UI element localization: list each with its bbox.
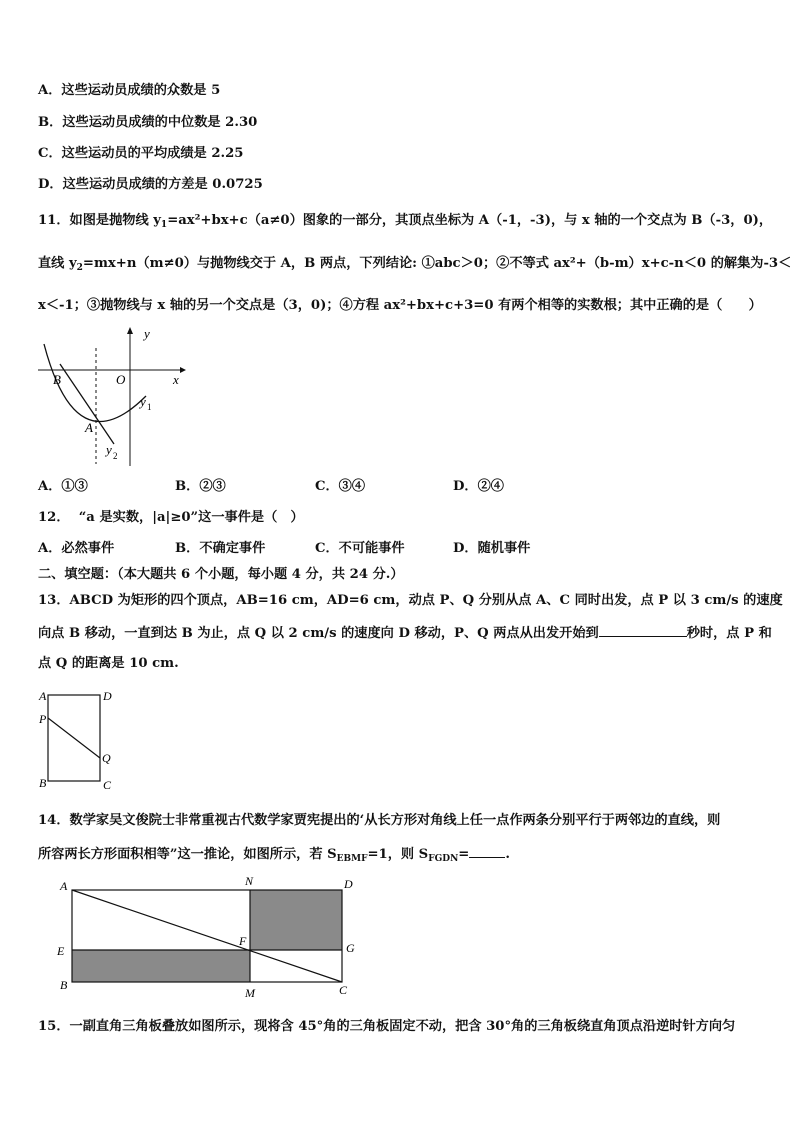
q12-option-d: D．随机事件: [453, 541, 531, 556]
q11-line-2: 直线 $y_2=mx+n(m\ne 0)$与抛物线交于 A，B 两点，下列结论: ①abc＞0；②不等式 ax²+（b-m）x+c-n＜0 的解集为-3＜: [38, 256, 792, 273]
q13-line-3: 点 Q 的距离是 10 cm.: [38, 656, 179, 671]
fig14-label-g: G: [346, 941, 355, 955]
q10-option-d: D．这些运动员成绩的方差是 0.0725: [38, 177, 263, 192]
graph-label-y: y: [144, 326, 150, 341]
fig14-label-b: B: [60, 978, 68, 992]
fig13-label-a: A: [39, 689, 47, 703]
fig14-label-c: C: [339, 983, 348, 997]
q14-line-2: 所容两长方形面积相等”这一推论，如图所示，若 $S_{EBMF}=1$，则 $S_{FGDN}=$ .: [38, 847, 510, 864]
graph-label-y2: y: [106, 442, 112, 457]
fig13-label-d: D: [103, 689, 112, 703]
fig13-label-b: B: [39, 776, 47, 790]
graph-label-y2-sub: 2: [113, 451, 118, 461]
section-heading-fill-in: 二、填空题：（本大题共 6 个小题，每小题 4 分，共 24 分.）: [38, 567, 404, 582]
graph-label-o: O: [116, 372, 126, 387]
q11-option-d: D．②④: [453, 479, 504, 494]
graph-label-b: B: [53, 372, 61, 387]
graph-label-x: x: [173, 372, 179, 387]
q12-option-a: A．必然事件: [38, 541, 115, 556]
fig14-label-d: D: [344, 877, 353, 891]
q10-option-c: C．这些运动员的平均成绩是 2.25: [38, 146, 244, 161]
q14-rectangle-figure: [52, 872, 364, 1002]
fig14-label-n: N: [245, 874, 254, 888]
q13-answer-blank[interactable]: [599, 624, 687, 637]
q10-option-b: B．这些运动员成绩的中位数是 2.30: [38, 115, 258, 130]
q11-parabola-graph: [36, 326, 186, 466]
fig13-label-p: P: [39, 712, 47, 726]
graph-label-y1: y: [140, 394, 146, 409]
fig14-label-a: A: [60, 879, 68, 893]
q10-option-a: A．这些运动员成绩的众数是 5: [38, 83, 221, 98]
graph-label-y1-sub: 1: [147, 402, 152, 412]
q13-rectangle-figure: [36, 686, 126, 794]
q12-option-b: B．不确定事件: [175, 541, 266, 556]
q12-stem: 12． “a 是实数，|a|≥0”这一事件是（ ）: [38, 510, 304, 525]
fig13-label-c: C: [103, 778, 112, 792]
fig13-label-q: Q: [102, 751, 111, 765]
fig14-label-e: E: [57, 944, 65, 958]
q12-option-c: C．不可能事件: [315, 541, 405, 556]
fig14-label-m: M: [245, 986, 255, 1000]
q15-line-1: 15．一副直角三角板叠放如图所示，现将含 45°角的三角板固定不动，把含 30°角的三角板绕直角顶点沿逆时针方向匀: [38, 1019, 736, 1034]
q13-line-2: 向点 B 移动，一直到达 B 为止，点 Q 以 2 cm/s 的速度向 D 移动，P、Q 两点从出发开始到 秒时，点 P 和: [38, 626, 772, 641]
q11-option-a: A．①③: [38, 479, 88, 494]
q11-option-b: B．②③: [175, 479, 226, 494]
q14-line-1: 14．数学家吴文俊院士非常重视古代数学家贾宪提出的‘从长方形对角线上任一点作两条分别平行于两邻边的直线，则: [38, 813, 721, 828]
fig14-label-f: F: [239, 934, 247, 948]
q14-answer-blank[interactable]: [469, 845, 505, 858]
q11-option-c: C．③④: [315, 479, 366, 494]
q11-line-3: x＜-1；③抛物线与 x 轴的另一个交点是（3，0)；④方程 ax²+bx+c+3=0 有两个相等的实数根；其中正确的是（ ）: [38, 298, 762, 313]
q11-line-1: 11．如图是抛物线 $y_1=ax^2+bx+c(a\ne 0)$图象的一部分，其顶点坐标为 A（-1，-3)，与 x 轴的一个交点为 B（-3，0)，: [38, 213, 773, 230]
graph-label-a: A: [85, 420, 93, 435]
q13-line-1: 13．ABCD 为矩形的四个顶点，AB=16 cm，AD=6 cm，动点 P、Q 分别从点 A、C 同时出发，点 P 以 3 cm/s 的速度: [38, 593, 783, 608]
